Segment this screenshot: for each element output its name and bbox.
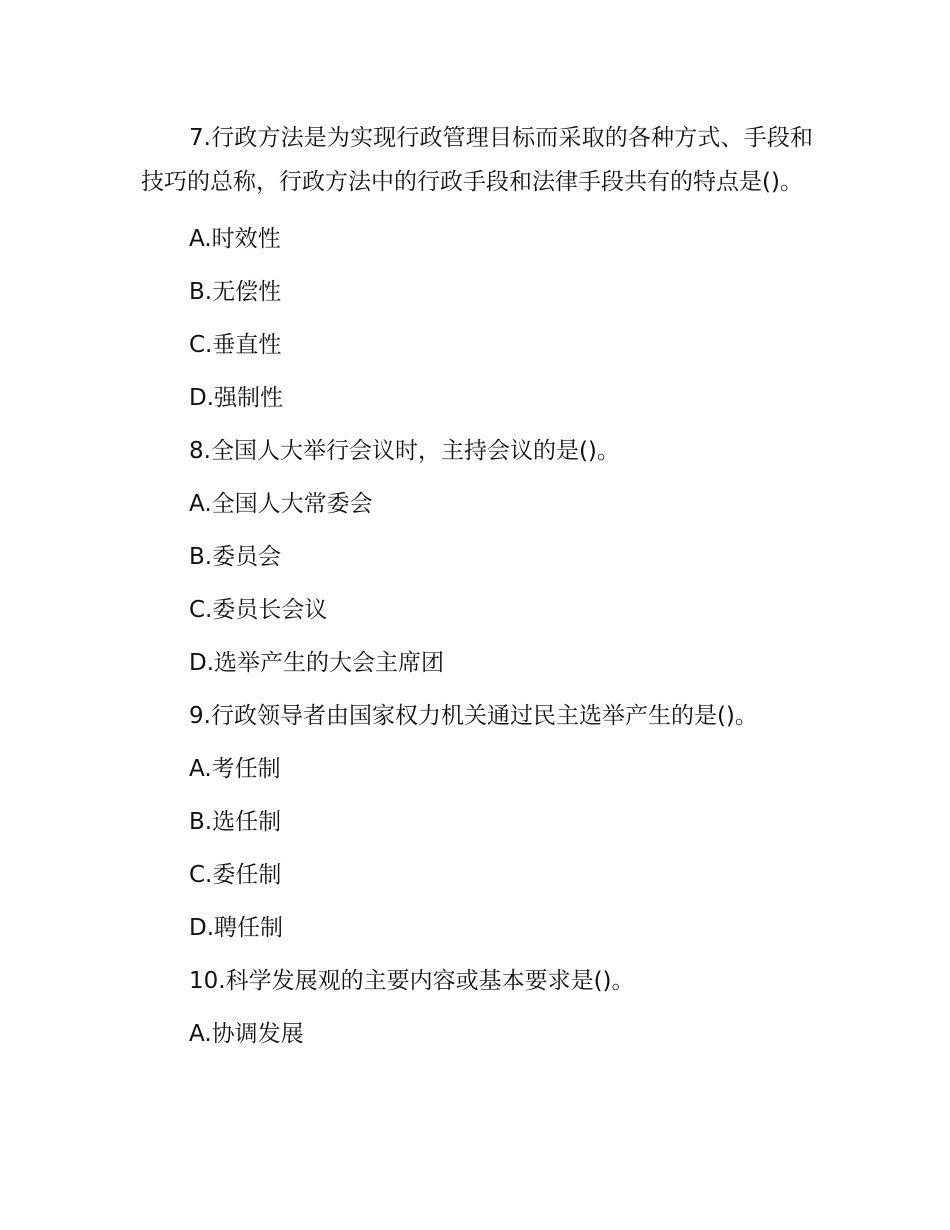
question-stem: 8.全国人大举行会议时，主持会议的是()。 — [189, 438, 620, 464]
question-stem: 10.科学发展观的主要内容或基本要求是()。 — [189, 968, 635, 994]
question-list — [141, 116, 813, 1061]
question-stem: 7.行政方法是为实现行政管理目标而采取的各种方式、手段和技巧的总称，行政方法中的行政手段和法律手段共有的特点是()。 — [141, 125, 813, 195]
option: A.全国人大常委会 — [189, 491, 373, 517]
option: A.协调发展 — [189, 1021, 304, 1047]
option: C.委任制 — [189, 862, 282, 888]
option: C.委员长会议 — [189, 597, 328, 623]
question-stem: 9.行政领导者由国家权力机关通过民主选举产生的是()。 — [189, 703, 758, 729]
option: D.选举产生的大会主席团 — [189, 650, 445, 676]
option: D.聘任制 — [189, 915, 284, 941]
option: B.委员会 — [189, 544, 282, 570]
option: C.垂直性 — [189, 332, 282, 358]
option: B.无偿性 — [189, 279, 282, 305]
option: A.时效性 — [189, 226, 281, 252]
option: D.强制性 — [189, 385, 284, 411]
option: B.选任制 — [189, 809, 282, 835]
option: A.考任制 — [189, 756, 281, 782]
